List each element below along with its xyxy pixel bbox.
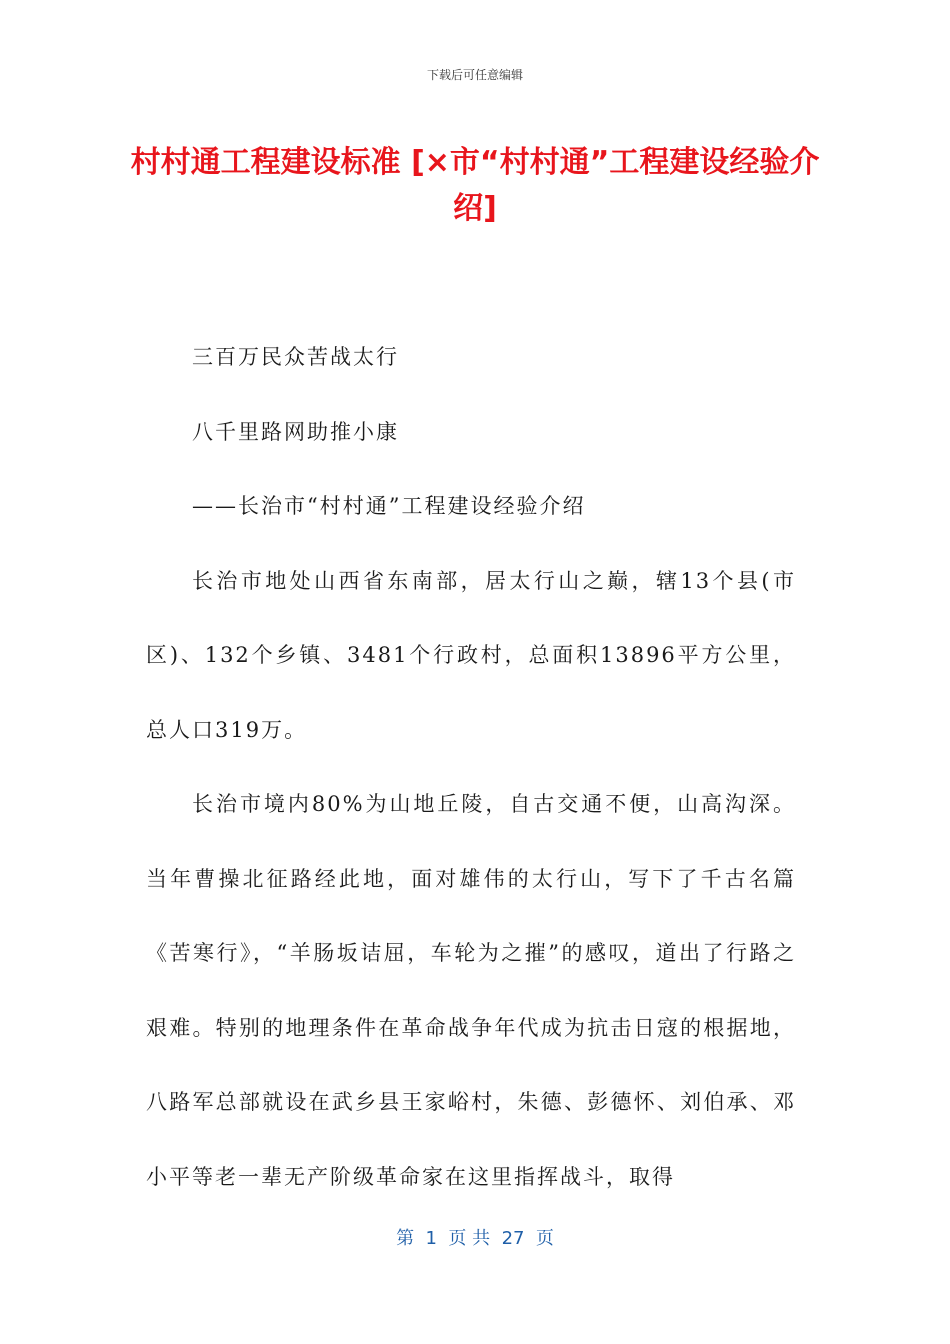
- page-number: 第 1 页 共 27 页: [396, 1228, 554, 1249]
- paragraph: 长治市境内80%为山地丘陵，自古交通不便，山高沟深。当年曹操北征路经此地，面对雄伟的太行山，写下了千古名篇《苦寒行》，“羊肠坂诘屈，车轮为之摧”的感叹，道出了行路之艰难。特别的地理条件在革命战争年代成为抗击日寇的根据地，八路军总部就设在武乡县王家峪村，朱德、彭德怀、刘伯承、邓小平等老一辈无产阶级革命家在这里指挥战斗，取得: [146, 792, 796, 1189]
- document-title: 村村通工程建设标准 [×市“村村通”工程建设经验介绍]: [130, 145, 820, 226]
- document-body: [146, 320, 796, 1214]
- paragraph: 三百万民众苦战太行: [192, 345, 399, 369]
- paragraph: 八千里路网助推小康: [192, 419, 399, 444]
- paragraph: 长治市地处山西省东南部，居太行山之巅，辖13个县(市区)、132个乡镇、3481个行政村，总面积13896平方公里，总人口319万。: [146, 568, 796, 742]
- header-note: 下载后可任意编辑: [426, 68, 523, 82]
- paragraph: ——长治市“村村通”工程建设经验介绍: [192, 494, 586, 518]
